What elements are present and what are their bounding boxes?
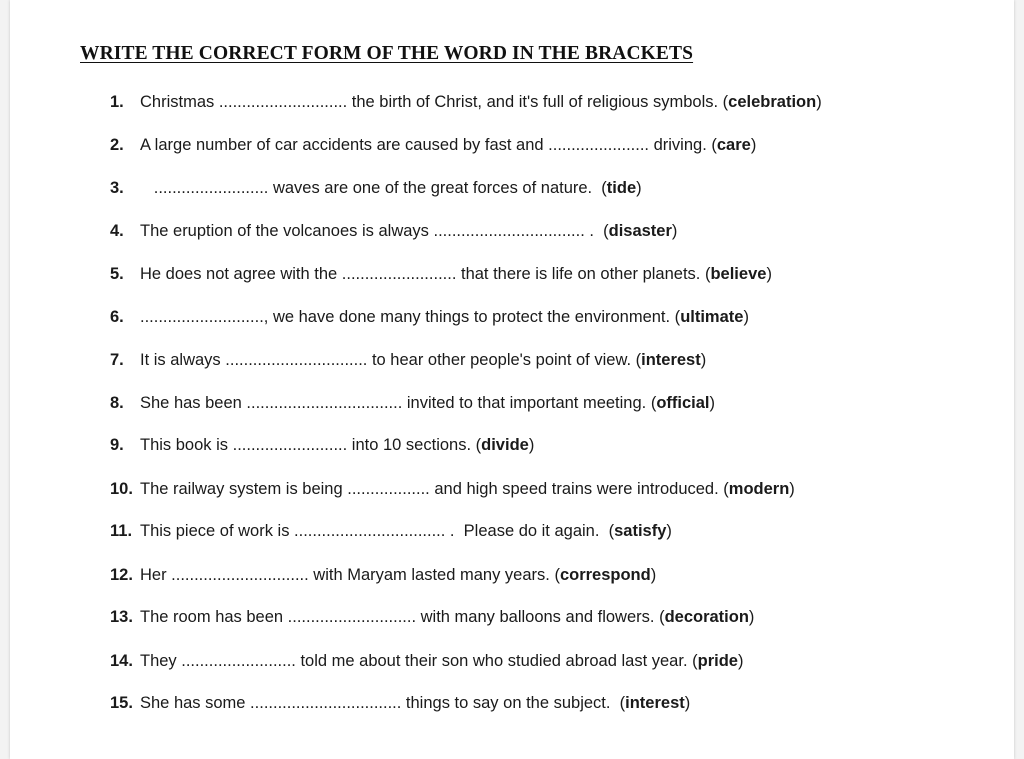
bracket-close: ) <box>684 694 691 712</box>
item-text: The eruption of the volcanoes is always ................................. . ( <box>140 222 609 240</box>
bracket-close: ) <box>737 652 744 670</box>
item-text: ..........................., we have done many things to protect the environment. ( <box>140 308 681 326</box>
bracket-word: correspond <box>559 566 651 584</box>
item-text: Christmas ............................ the birth of Christ, and it's full of religious symbols. ( <box>140 93 729 111</box>
item-text: It is always ............................... to hear other people's point of view. ( <box>140 351 642 369</box>
bracket-word: care <box>716 136 751 154</box>
item-text: She has some ................................. things to say on the subject. ( <box>140 694 626 712</box>
item-number: 14. <box>110 652 133 670</box>
bracket-word: interest <box>641 351 701 369</box>
bracket-close: ) <box>666 522 672 540</box>
bracket-close: ) <box>748 608 755 626</box>
item-number: 6. <box>110 308 124 326</box>
item-text: This piece of work is ................................. . Please do it again. ( <box>140 522 615 540</box>
bracket-word: disaster <box>608 222 672 240</box>
bracket-close: ) <box>766 265 772 283</box>
exercise-item <box>110 565 656 585</box>
bracket-word: interest <box>625 694 685 712</box>
item-text: The railway system is being .................. and high speed trains were introduced. ( <box>140 480 729 498</box>
item-text: This book is ......................... into 10 sections. ( <box>140 436 482 454</box>
item-text: They ......................... told me about their son who studied abroad last year. ( <box>140 652 698 670</box>
bracket-word: official <box>656 394 710 412</box>
bracket-close: ) <box>743 308 749 326</box>
bracket-close: ) <box>528 436 535 454</box>
bracket-close: ) <box>636 179 642 197</box>
item-number: 2. <box>110 136 124 154</box>
item-text: A large number of car accidents are caused by fast and ...................... driving. ( <box>140 136 717 154</box>
bracket-word: pride <box>697 652 738 670</box>
exercise-item <box>110 693 690 713</box>
exercise-item <box>110 651 743 671</box>
bracket-word: celebration <box>728 93 817 111</box>
exercise-item <box>110 221 677 241</box>
bracket-word: tide <box>606 179 637 197</box>
bracket-close: ) <box>750 136 757 154</box>
item-text: She has been .................................. invited to that important meeting. ( <box>140 394 657 412</box>
exercise-item <box>110 435 534 455</box>
exercise-item <box>110 135 756 155</box>
bracket-word: ultimate <box>680 308 744 326</box>
item-number: 3. <box>110 179 124 197</box>
bracket-close: ) <box>671 222 678 240</box>
worksheet-title: WRITE THE CORRECT FORM OF THE WORD IN THE BRACKETS <box>80 43 694 64</box>
bracket-word: decoration <box>664 608 749 626</box>
exercise-item <box>110 607 754 627</box>
bracket-close: ) <box>700 351 707 369</box>
item-number: 12. <box>110 566 133 584</box>
item-number: 7. <box>110 351 124 369</box>
bracket-close: ) <box>816 93 822 111</box>
item-number: 15. <box>110 694 133 712</box>
worksheet-page <box>10 0 1014 759</box>
bracket-close: ) <box>650 566 657 584</box>
item-number: 9. <box>110 436 124 454</box>
item-number: 13. <box>110 608 133 626</box>
item-number: 10. <box>110 480 133 498</box>
exercise-item <box>110 307 749 327</box>
item-number: 4. <box>110 222 124 240</box>
exercise-item <box>110 350 706 370</box>
bracket-close: ) <box>789 480 795 498</box>
item-number: 5. <box>110 265 124 283</box>
bracket-word: believe <box>710 265 767 283</box>
bracket-word: satisfy <box>614 522 667 540</box>
bracket-word: modern <box>728 480 790 498</box>
exercise-item <box>110 264 772 284</box>
item-number: 8. <box>110 394 124 412</box>
exercise-item <box>110 178 642 198</box>
item-number: 1. <box>110 93 124 111</box>
exercise-item <box>110 92 822 112</box>
bracket-close: ) <box>709 394 716 412</box>
item-text: Her .............................. with Maryam lasted many years. ( <box>140 566 560 584</box>
exercise-item <box>110 521 672 541</box>
item-number: 11. <box>110 522 133 540</box>
exercise-item <box>110 479 795 499</box>
bracket-word: divide <box>481 436 529 454</box>
item-text: ......................... waves are one of the great forces of nature. ( <box>140 179 607 197</box>
exercise-item <box>110 393 715 413</box>
item-text: He does not agree with the ......................... that there is life on other planets. ( <box>140 265 711 283</box>
item-text: The room has been ............................ with many balloons and flowers. ( <box>140 608 665 626</box>
